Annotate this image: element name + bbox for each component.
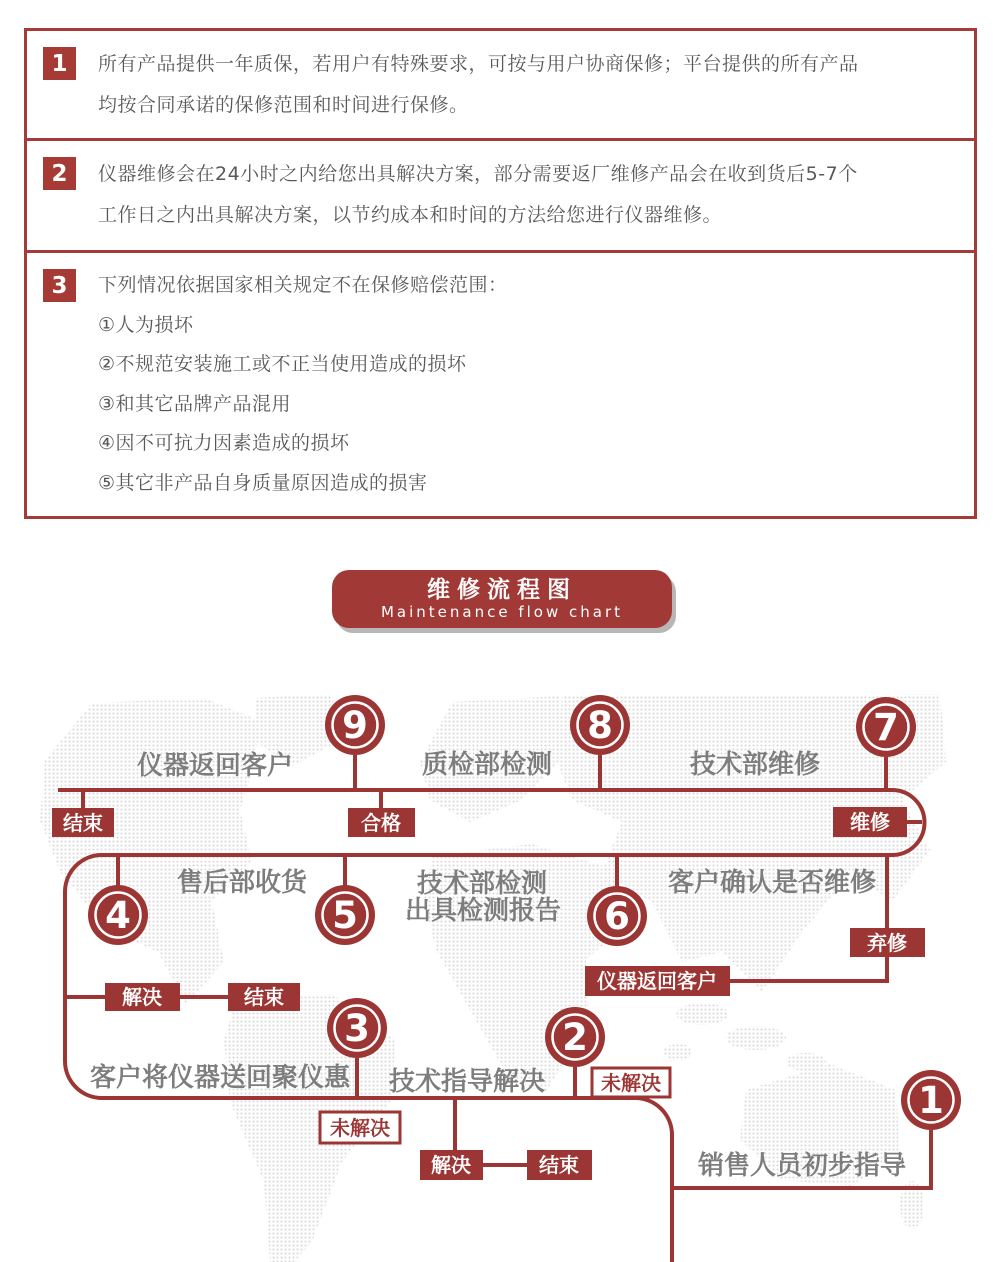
tag-end-bottom xyxy=(527,1150,592,1180)
map-island xyxy=(726,1026,786,1050)
tag-label: 弃修 xyxy=(867,931,907,955)
map-north-america xyxy=(40,698,262,1004)
step-circle-9 xyxy=(325,695,385,755)
step-number: 4 xyxy=(105,894,131,937)
step-circle-8 xyxy=(570,695,630,755)
tag-qualified xyxy=(348,808,415,837)
tag-label: 结束 xyxy=(539,1153,579,1177)
tag-end-top xyxy=(52,808,114,837)
text-line: ①人为损坏 xyxy=(98,313,194,336)
step-circle-1 xyxy=(901,1070,961,1130)
tag-solved-bottom xyxy=(420,1150,483,1180)
item-number-badge: 2 xyxy=(43,157,76,190)
warranty-item-2-text xyxy=(98,154,954,236)
maintenance-flowchart xyxy=(0,640,1001,1262)
section-banner xyxy=(332,570,672,628)
text-line: ②不规范安装施工或不正当使用造成的损坏 xyxy=(98,353,467,375)
tag-unsolved-right xyxy=(592,1068,670,1097)
step-number: 7 xyxy=(873,706,899,749)
step-circle-5 xyxy=(315,885,375,945)
map-island xyxy=(676,1003,728,1025)
step-circle-4 xyxy=(88,885,148,945)
step-number: 6 xyxy=(604,895,630,938)
text-line: 工作日之内出具解决方案，以节约成本和时间的方法给您进行仪器维修。 xyxy=(98,204,723,226)
tag-label: 未解决 xyxy=(601,1071,661,1095)
label-step-7: 技术部维修 xyxy=(689,750,821,780)
label-step-5-line2: 出具检测报告 xyxy=(404,896,562,926)
tag-solved-mid xyxy=(105,983,180,1011)
label-step-1: 销售人员初步指导 xyxy=(697,1151,907,1181)
step-number: 1 xyxy=(918,1079,944,1122)
tag-label: 合格 xyxy=(361,811,401,835)
tag-label: 结束 xyxy=(63,811,103,835)
map-island xyxy=(663,1044,693,1060)
tag-return-to-customer xyxy=(585,966,730,996)
warranty-item-1-text xyxy=(98,44,954,126)
step-number: 2 xyxy=(562,1016,588,1059)
label-step-2: 技术指导解决 xyxy=(388,1067,546,1097)
item-number-badge: 1 xyxy=(43,47,76,80)
tag-unsolved-left xyxy=(320,1112,400,1143)
step-number: 8 xyxy=(587,704,613,747)
label-step-4: 售后部收货 xyxy=(176,868,308,898)
banner-title: 维修流程图 xyxy=(427,576,577,603)
warranty-item-1 xyxy=(27,31,974,141)
text-line: ④因不可抗力因素造成的损坏 xyxy=(98,432,350,454)
tag-end-mid xyxy=(228,983,300,1011)
label-step-8: 质检部检测 xyxy=(421,750,553,780)
tag-label: 未解决 xyxy=(330,1116,390,1140)
label-step-3: 客户将仪器送回聚仪惠 xyxy=(89,1063,351,1093)
step-circle-2 xyxy=(545,1007,605,1067)
step-number: 9 xyxy=(342,704,368,747)
tag-abandon-repair xyxy=(850,928,925,957)
text-line: 所有产品提供一年质保，若用户有特殊要求，可按与用户协商保修；平台提供的所有产品 xyxy=(98,53,859,75)
warranty-policy-box xyxy=(24,28,977,519)
text-line: ⑤其它非产品自身质量原因造成的损害 xyxy=(98,471,428,494)
step-circle-7 xyxy=(856,697,916,757)
tag-label: 结束 xyxy=(244,985,284,1009)
tag-repair xyxy=(833,807,907,837)
step-number: 3 xyxy=(344,1007,370,1050)
step-circle-6 xyxy=(587,886,647,946)
tag-label: 维修 xyxy=(850,810,890,834)
text-line: 均按合同承诺的保修范围和时间进行保修。 xyxy=(98,94,469,116)
text-line: 下列情况依据国家相关规定不在保修赔偿范围： xyxy=(98,274,508,296)
label-step-6: 客户确认是否维修 xyxy=(667,868,877,898)
label-step-5-line1: 技术部检测 xyxy=(416,869,548,899)
step-number: 5 xyxy=(332,894,358,937)
tag-label: 解决 xyxy=(431,1153,471,1177)
warranty-item-3 xyxy=(27,253,974,513)
text-line: ③和其它品牌产品混用 xyxy=(98,392,292,415)
item-number-badge: 3 xyxy=(43,269,76,302)
tag-label: 解决 xyxy=(122,985,162,1009)
step-circle-3 xyxy=(327,998,387,1058)
warranty-item-2 xyxy=(27,141,974,253)
warranty-item-3-text xyxy=(98,266,954,503)
banner-subtitle: Maintenance flow chart xyxy=(380,602,624,621)
tag-label: 仪器返回客户 xyxy=(597,969,717,993)
text-line: 仪器维修会在24小时之内给您出具解决方案，部分需要返厂维修产品会在收到货后5-7个 xyxy=(98,163,858,185)
label-step-9: 仪器返回客户 xyxy=(136,751,294,781)
